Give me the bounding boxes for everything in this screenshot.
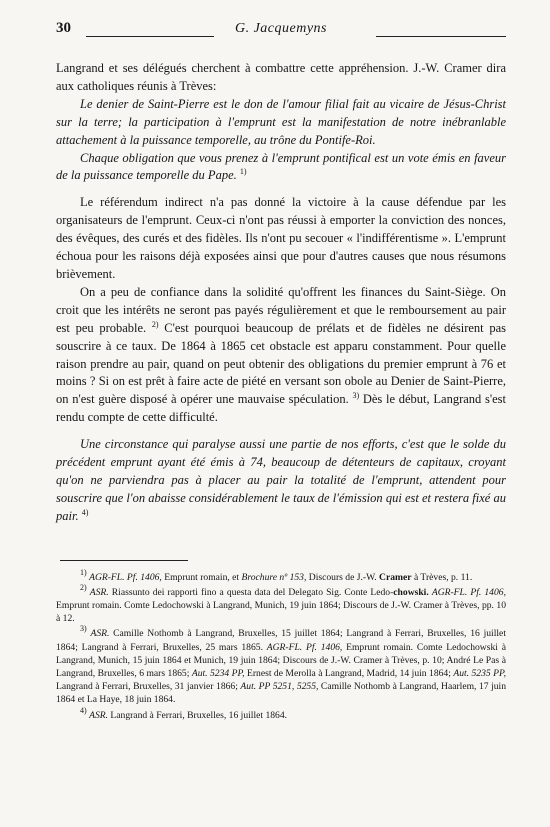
footnote-3-text-e: Camille Nothomb à Langrand, Haarlem, 17 juin 1864 et La Haye, 18 juin 1864. — [56, 681, 507, 706]
footnote-ref-1: 1) — [239, 167, 247, 177]
header-rule-right — [376, 36, 506, 37]
paragraph-2: Le référendum indirect n'a pas donné la victoire à la cause défendue par les organisateurs de l'emprunt. Ceux-ci n'ont pas réussi à emporter la conviction des nonces, des évêques, des curés et des fidèles. Ils n'ont pu secouer « l'indifférentisme ». L'emprunt échoua pour les raisons déjà exposées ainsi que pour d'autres causes que nous résumons brièvement. — [56, 195, 506, 281]
paragraph-1: Langrand et ses délégués cherchent à combattre cette appréhension. J.-W. Cramer dira aux catholiques réunis à Trèves: — [56, 61, 506, 93]
quote-1: Le denier de Saint-Pierre est le don de l'amour filial fait au vicaire de Jésus-Christ sur la terre; la participation à l'emprunt est la manifestation de notre inébranlable attachement à la puissance temporelle, au trône du Pontife-Roi. — [56, 96, 506, 147]
footnote-2-name: chowski. — [393, 586, 429, 598]
footnote-1-brochure: Brochure nº 153, — [241, 571, 307, 583]
footnote-2-text-b: Emprunt romain. Comte Ledochowski à Langrand, Munich, 19 juin 1864; Discours de J.-W. Cramer à Trèves, pp. 10 à 12. — [56, 600, 506, 625]
footnote-ref-2: 2) — [151, 319, 159, 329]
quote-3-paragraph — [56, 436, 506, 526]
footnote-4-mark: 4) — [80, 705, 87, 715]
footnote-3-source-b: AGR-FL. Pf. 1406, — [266, 641, 343, 653]
footnote-2-source-b: AGR-FL. Pf. 1406, — [431, 586, 506, 598]
footnote-1-source: AGR-FL. Pf. 1406, — [89, 571, 162, 583]
footnote-3-text-a: Camille Nothomb à Langrand, Bruxelles, 15 juillet 1864; Langrand à Ferrari, Bruxelles, 16 juillet 1864; Langrand à Ferrari, Bruxelles, 25 mars 1865. — [56, 628, 506, 653]
footnote-1-name: Cramer — [379, 571, 412, 583]
footnote-ref-4: 4) — [81, 507, 89, 517]
footnote-3-text-c: Ernest de Merolla à Langrand, Madrid, 14 juin 1864; — [244, 668, 454, 680]
footnote-ref-3: 3) — [352, 391, 360, 401]
page-header — [56, 20, 506, 42]
quote-2-paragraph — [56, 150, 506, 186]
footnote-3-source: ASR. — [90, 628, 110, 640]
paragraph-3-part-c: Dès le début, Langrand s'est rendu compte de cette difficulté. — [56, 392, 506, 425]
footnote-3-source-c: Aut. 5234 PP, — [191, 668, 245, 680]
footnote-1-text-a: Emprunt romain, et — [161, 571, 242, 583]
running-head: G. Jacquemyns — [234, 21, 328, 36]
footnotes — [56, 567, 507, 722]
footnote-2 — [56, 582, 506, 626]
paragraph-3 — [56, 284, 506, 427]
footnote-3-source-d: Aut. 5235 PP, — [453, 668, 507, 680]
footnote-1 — [56, 567, 506, 584]
footnote-3-text-b: Emprunt romain. Comte Ledochowski à Langrand, Munich, 15 juin 1864 et Munich, 19 juin 1864; Discours de J.-W. Cramer à Trèves, p. 10; André Le Pas à Langrand, Bruxelles, 6 mars 1865; — [56, 641, 506, 680]
footnote-2-text-a: Riassunto dei rapporti fino a questa data del Delegato Sig. Conte Ledo- — [108, 586, 394, 598]
quote-2: Chaque obligation que vous prenez à l'emprunt pontifical est un vote émis en faveur de la puissance temporelle du Pape. — [56, 150, 506, 183]
paragraph-3-part-a: On a peu de confiance dans la solidité qu'offrent les finances du Saint-Siège. On croit que les intérêts ne seront pas payés régulièrement et que le remboursement au pair est peu probable. — [56, 284, 506, 335]
footnote-3-mark: 3) — [80, 624, 87, 634]
footnote-4 — [56, 705, 506, 722]
page-number: 30 — [56, 20, 71, 36]
quote-3: Une circonstance qui paralyse aussi une partie de nos efforts, c'est que le solde du précédent emprunt ayant été émis à 74, beaucoup de détenteurs de capitaux, croyant qu'on ne parviendra pas à placer au pair la totalité de l'emprunt, attendent pour souscrire que l'on abaisse considérablement le taux de l'émission qui est et restera fixé au pair. — [56, 437, 506, 523]
footnote-4-text: Langrand à Ferrari, Bruxelles, 16 juillet 1864. — [108, 709, 288, 721]
body-text — [56, 60, 506, 526]
footnote-2-source: ASR. — [89, 586, 109, 598]
footnote-1-text-c: à Trèves, p. 11. — [411, 571, 473, 583]
paragraph-3-part-b: C'est pourquoi beaucoup de prélats et de fidèles ne désirent pas souscrire à ce taux. De 1864 à 1865 cet obstacle est apparu constamment. Pour quelle raison prendre au pair, quand on peut obtenir des obligations du premier emprunt à 76 et moins ? Si on est prêt à faire acte de piété en versant son obole au Denier de Saint-Pierre, on n'est guère disposé à opérer une mauvaise spéculation. — [56, 320, 507, 407]
footnote-3-source-e: Aut. PP 5251, 5255, — [240, 681, 319, 693]
footnote-3 — [56, 624, 507, 706]
footnote-rule — [60, 560, 188, 561]
footnote-2-mark: 2) — [80, 582, 87, 592]
footnote-4-source: ASR. — [89, 709, 108, 721]
footnote-3-text-d: Langrand à Ferrari, Bruxelles, 31 janvier 1866; — [56, 681, 241, 693]
footnote-1-text-b: Discours de J.-W. — [306, 571, 380, 583]
footnote-1-mark: 1) — [80, 567, 87, 577]
